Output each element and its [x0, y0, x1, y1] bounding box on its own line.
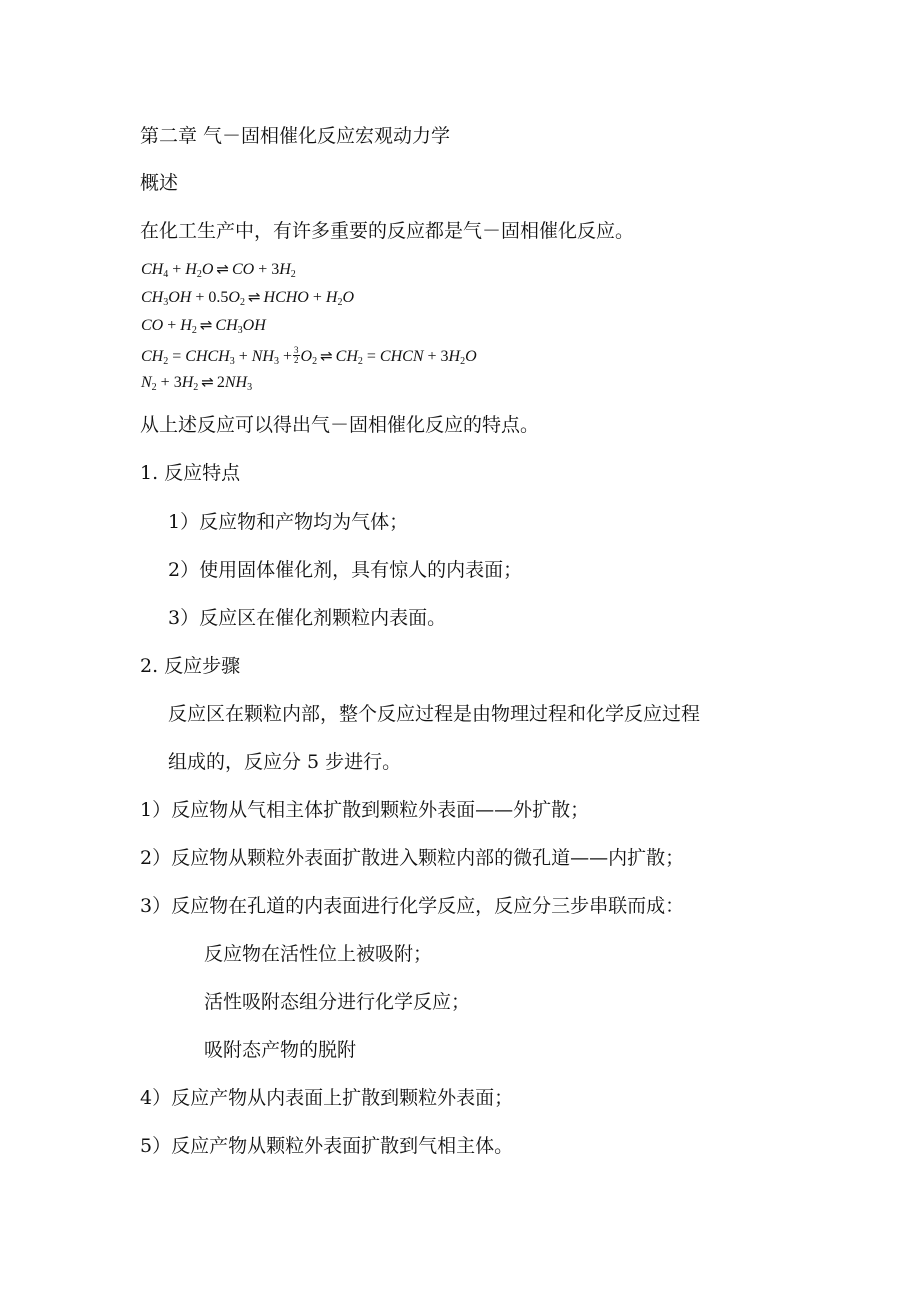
substep-item: 吸附态产物的脱附 [204, 1039, 357, 1061]
equation-4: $CH_2$ = $CHCH_3 + NH_3$ + $\frac{3}{2}$ $O_2$ ⇌ $CH_2$ = CHCN + $3H_2O$ [141, 345, 477, 367]
step-item: 2）反应物从颗粒外表面扩散进入颗粒内部的微孔道——内扩散； [140, 847, 685, 869]
equation-5: $N_2 + 3H_2$ ⇌ $2NH_3$ [141, 373, 253, 393]
section2-heading: 2. 反应步骤 [140, 655, 241, 677]
equation-3: CO + $H_2$ ⇌ $CH_3OH$ [141, 316, 266, 336]
section2-paragraph-line1: 反应区在颗粒内部，整个反应过程是由物理过程和化学反应过程 [168, 703, 701, 725]
summary-paragraph: 从上述反应可以得出气－固相催化反应的特点。 [140, 414, 540, 436]
step-item: 4）反应产物从内表面上扩散到颗粒外表面； [140, 1087, 514, 1109]
equation-2: $CH_3OH + 0.5O_2$ ⇌ HCHO + $H_2O$ [141, 288, 355, 308]
section2-paragraph-line2: 组成的，反应分 5 步进行。 [168, 751, 402, 773]
section1-item: 2）使用固体催化剂，具有惊人的内表面； [168, 559, 523, 581]
step-item: 1）反应物从气相主体扩散到颗粒外表面——外扩散； [140, 799, 590, 821]
equation-text [0, 0, 1, 1]
substep-item: 反应物在活性位上被吸附； [204, 943, 433, 965]
equations-text [0, 0, 1, 1]
intro-paragraph: 在化工生产中，有许多重要的反应都是气－固相催化反应。 [140, 220, 635, 242]
step-item: 3）反应物在孔道的内表面进行化学反应，反应分三步串联而成： [140, 895, 685, 917]
section1-heading: 1. 反应特点 [140, 462, 241, 484]
substep-item: 活性吸附态组分进行化学反应； [204, 991, 471, 1013]
equation-1: $CH_4 + H_2O$ ⇌ CO + $3H_2$ [141, 260, 296, 280]
chapter-title: 第二章 气－固相催化反应宏观动力学 [140, 125, 451, 147]
section1-item: 1）反应物和产物均为气体； [168, 511, 409, 533]
overview-heading: 概述 [140, 172, 179, 194]
step-item: 5）反应产物从颗粒外表面扩散到气相主体。 [140, 1135, 514, 1157]
section1-item: 3）反应区在催化剂颗粒内表面。 [168, 607, 447, 629]
